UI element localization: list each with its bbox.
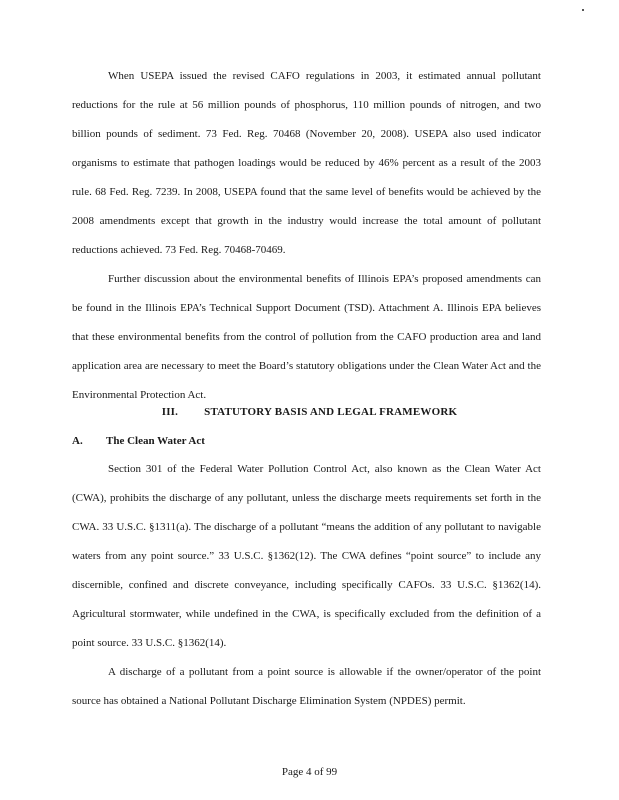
paragraph-pollutant-reductions: When USEPA issued the revised CAFO regulations in 2003, it estimated annual pollutant reductions for the rule at 56 million pounds of phosphorus, 110 million pounds of nitrogen, and two billion pounds of sediment. 73 Fed. Reg. 70468 (November 20, 2008). USEPA also used indicator organisms to estimate that pathogen loadings would be reduced by 46% percent as a result of the 2003 rule. 68 Fed. Reg. 7239. In 2008, USEPA found that the same level of benefits would be achieved by the 2008 amendments except that growth in the industry would increase the total amount of pollutant reductions achieved. 73 Fed. Reg. 70468-70469. bbox=[72, 70, 541, 256]
paragraph-npdes-permit: A discharge of a pollutant from a point source is allowable if the owner/operator of the point source has obtained a National Pollutant Discharge Elimination System (NPDES) permit. bbox=[72, 666, 541, 707]
section-heading bbox=[0, 406, 619, 418]
page-number-footer: Page 4 of 99 bbox=[281, 766, 338, 778]
subsection-heading bbox=[72, 435, 205, 447]
section-title: STATUTORY BASIS AND LEGAL FRAMEWORK bbox=[204, 406, 458, 418]
section-number: III. bbox=[161, 406, 179, 418]
body-section-1 bbox=[72, 62, 541, 410]
paragraph-clean-water-act: Section 301 of the Federal Water Pollution Control Act, also known as the Clean Water Act (CWA), prohibits the discharge of any pollutant, unless the discharge meets requirements set forth in the CWA. 33 U.S.C. §1311(a). The discharge of a pollutant “means the addition of any pollutant to navigable waters from any point source.” 33 U.S.C. §1362(12). The CWA defines “point source” to include any discernible, confined and discrete conveyance, including specifically CAFOs. 33 U.S.C. §1362(14). Agricultural stormwater, while undefined in the CWA, is specifically excluded from the definition of a point source. 33 U.S.C. §1362(14). bbox=[72, 463, 541, 649]
body-section-2 bbox=[72, 455, 541, 716]
subsection-title: The Clean Water Act bbox=[106, 435, 205, 447]
scan-speck bbox=[582, 9, 584, 11]
subsection-letter: A. bbox=[72, 435, 83, 447]
paragraph-environmental-benefits: Further discussion about the environmental benefits of Illinois EPA’s proposed amendments can be found in the Illinois EPA’s Technical Support Document (TSD). Attachment A. Illinois EPA believes that these environmental benefits from the control of pollution from the CAFO production area and land application area are necessary to meet the Board’s statutory obligations under the Clean Water Act and the Environmental Protection Act. bbox=[72, 273, 541, 401]
